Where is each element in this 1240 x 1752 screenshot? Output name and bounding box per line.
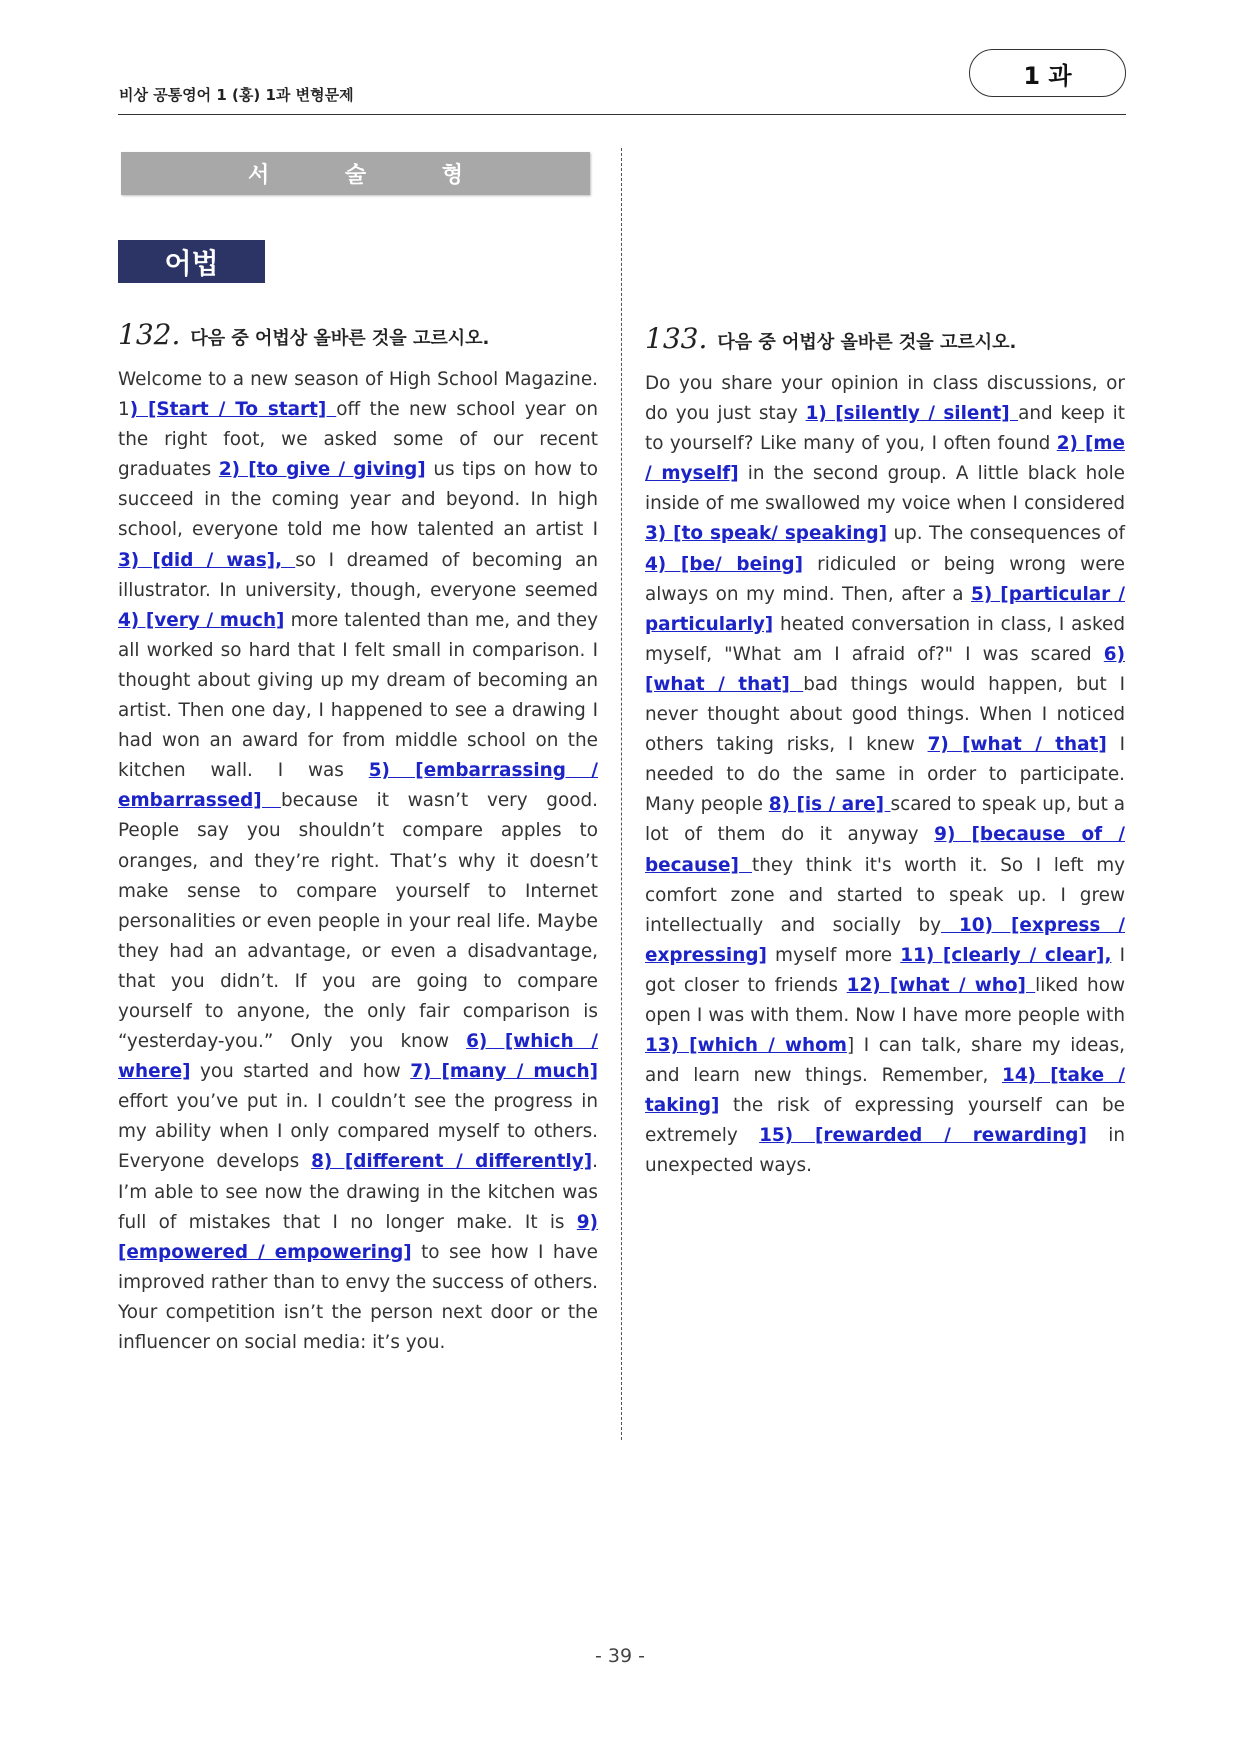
- question-instruction: 다음 중 어법상 올바른 것을 고르시오.: [190, 328, 490, 349]
- grammar-choice: 2) [me / myself]: [645, 433, 1125, 485]
- grammar-choice: 5) [embarrassing / embarrassed]: [118, 760, 598, 812]
- passage-text: . I’m able to see now the drawing in the kitchen was full of mistakes that I no longer make. It is: [118, 1151, 598, 1233]
- passage-text: in the second group. A little black hole inside of me swallowed my voice when I considered: [645, 463, 1125, 515]
- grammar-choice: 4) [very / much]: [118, 609, 285, 631]
- column-divider: [621, 148, 622, 1440]
- passage-text: to see how I have improved rather than to envy the success of others. Your competition isn’t the person next door or the influencer on social media: it’s you.: [118, 1241, 599, 1353]
- question-133-heading: [645, 322, 1016, 355]
- passage-text: I needed to do the same in order to participate. Many people: [645, 734, 1125, 816]
- page-number: - 39 -: [595, 1645, 645, 1667]
- passage-text: heated conversation in class, I asked myself, "What am I afraid of?" I was scared: [645, 613, 1125, 665]
- passage-text: you started and how: [190, 1061, 411, 1083]
- passage-text: Welcome to a new season of High School Magazine. 1: [118, 369, 598, 421]
- grammar-choice: 7) [what / that]: [927, 734, 1107, 756]
- question-instruction: 다음 중 어법상 올바른 것을 고르시오.: [717, 332, 1017, 353]
- grammar-choice: 11) [clearly / clear],: [900, 944, 1112, 966]
- grammar-tag: 어법: [118, 240, 265, 283]
- grammar-choice: 8) [is / are]: [768, 794, 891, 816]
- question-number: 132.: [118, 318, 181, 351]
- grammar-choice: 8) [different / differently]: [311, 1151, 593, 1173]
- passage-text: in unexpected ways.: [645, 1125, 1125, 1177]
- question-132-heading: [118, 318, 489, 351]
- grammar-choice: 10) [express / expressing]: [645, 914, 1125, 966]
- passage-text: the risk of expressing yourself can be extremely: [645, 1095, 1125, 1147]
- passage-text: up. The consequences of: [887, 523, 1125, 545]
- grammar-choice: 12) [what / who]: [846, 974, 1036, 996]
- section-banner: 서 술 형: [121, 152, 590, 195]
- question-number: 133.: [645, 322, 708, 355]
- header-divider: [118, 114, 1126, 115]
- grammar-choice: 5) [particular / particularly]: [645, 583, 1125, 635]
- passage-text: I got closer to friends: [645, 944, 1125, 996]
- grammar-choice: 9) [empowered / empowering]: [118, 1211, 598, 1263]
- passage-text: bad things would happen, but I never thought about good things. When I noticed others taking risks, I knew: [645, 673, 1125, 756]
- grammar-choice: 6) [which / where]: [118, 1031, 598, 1083]
- passage-text: ] I can talk, share my ideas, and learn new things. Remember,: [645, 1035, 1125, 1087]
- grammar-choice: 4) [be/ being]: [645, 553, 804, 575]
- passage-text: myself more: [766, 944, 901, 966]
- passage-text: more talented than me, and they all worked so hard that I felt small in comparison. I thought about giving up my dream of becoming an artist. Then one day, I happened to see a drawing I had won an award for from middle school on the kitchen wall. I was: [118, 609, 598, 782]
- question-133-passage: [645, 369, 1125, 1182]
- grammar-choice: 1) [silently / silent]: [805, 403, 1019, 425]
- grammar-choice: 3) [did / was],: [118, 549, 296, 571]
- grammar-choice: 6) [what / that]: [645, 643, 1125, 695]
- grammar-choice: 9) [because of / because]: [645, 824, 1125, 876]
- passage-text: effort you’ve put in. I couldn’t see the progress in my ability when I only compared myself to others. Everyone develops: [118, 1091, 598, 1173]
- document-title: 비상 공통영어 1 (홍) 1과 변형문제: [119, 86, 354, 104]
- passage-text: because it wasn’t very good. People say you shouldn’t compare apples to oranges, and they’re right. That’s why it doesn’t make sense to compare yourself to Internet personalities or even people in your real life. Maybe they had an advantage, or even a disadvantage, that you didn’t. If you are going to compare yourself to anyone, the only fair comparison is “yesterday-you.” Only you know: [118, 790, 598, 1053]
- grammar-choice: 3) [to speak/ speaking]: [645, 523, 888, 545]
- passage-text: off the new school year on the right foot, we asked some of our recent graduates: [118, 399, 598, 481]
- passage-text: us tips on how to succeed in the coming year and beyond. In high school, everyone told me how talented an artist I: [118, 459, 598, 541]
- grammar-choice: 13) [which / whom: [645, 1035, 847, 1057]
- question-132-passage: [118, 365, 598, 1358]
- grammar-choice: 7) [many / much]: [410, 1061, 598, 1083]
- passage-text: so I dreamed of becoming an illustrator. In university, though, everyone seemed: [118, 549, 598, 601]
- passage-text: scared to speak up, but a lot of them do it anyway: [645, 794, 1125, 846]
- grammar-choice: 14) [take / taking]: [645, 1065, 1125, 1117]
- grammar-choice: 15) [rewarded / rewarding]: [759, 1125, 1087, 1147]
- grammar-choice: ) [Start / To start]: [129, 399, 337, 421]
- passage-text: they think it's worth it. So I left my comfort zone and started to speak up. I grew intellectually and socially by: [645, 854, 1125, 936]
- passage-text: and keep it to yourself? Like many of you, I often found: [645, 403, 1125, 455]
- lesson-badge: 1 과: [969, 49, 1126, 97]
- grammar-choice: 2) [to give / giving]: [218, 459, 426, 481]
- passage-text: liked how open I was with them. Now I have more people with: [645, 974, 1125, 1026]
- passage-text: ridiculed or being wrong were always on my mind. Then, after a: [645, 553, 1125, 605]
- passage-text: Do you share your opinion in class discussions, or do you just stay: [645, 373, 1125, 425]
